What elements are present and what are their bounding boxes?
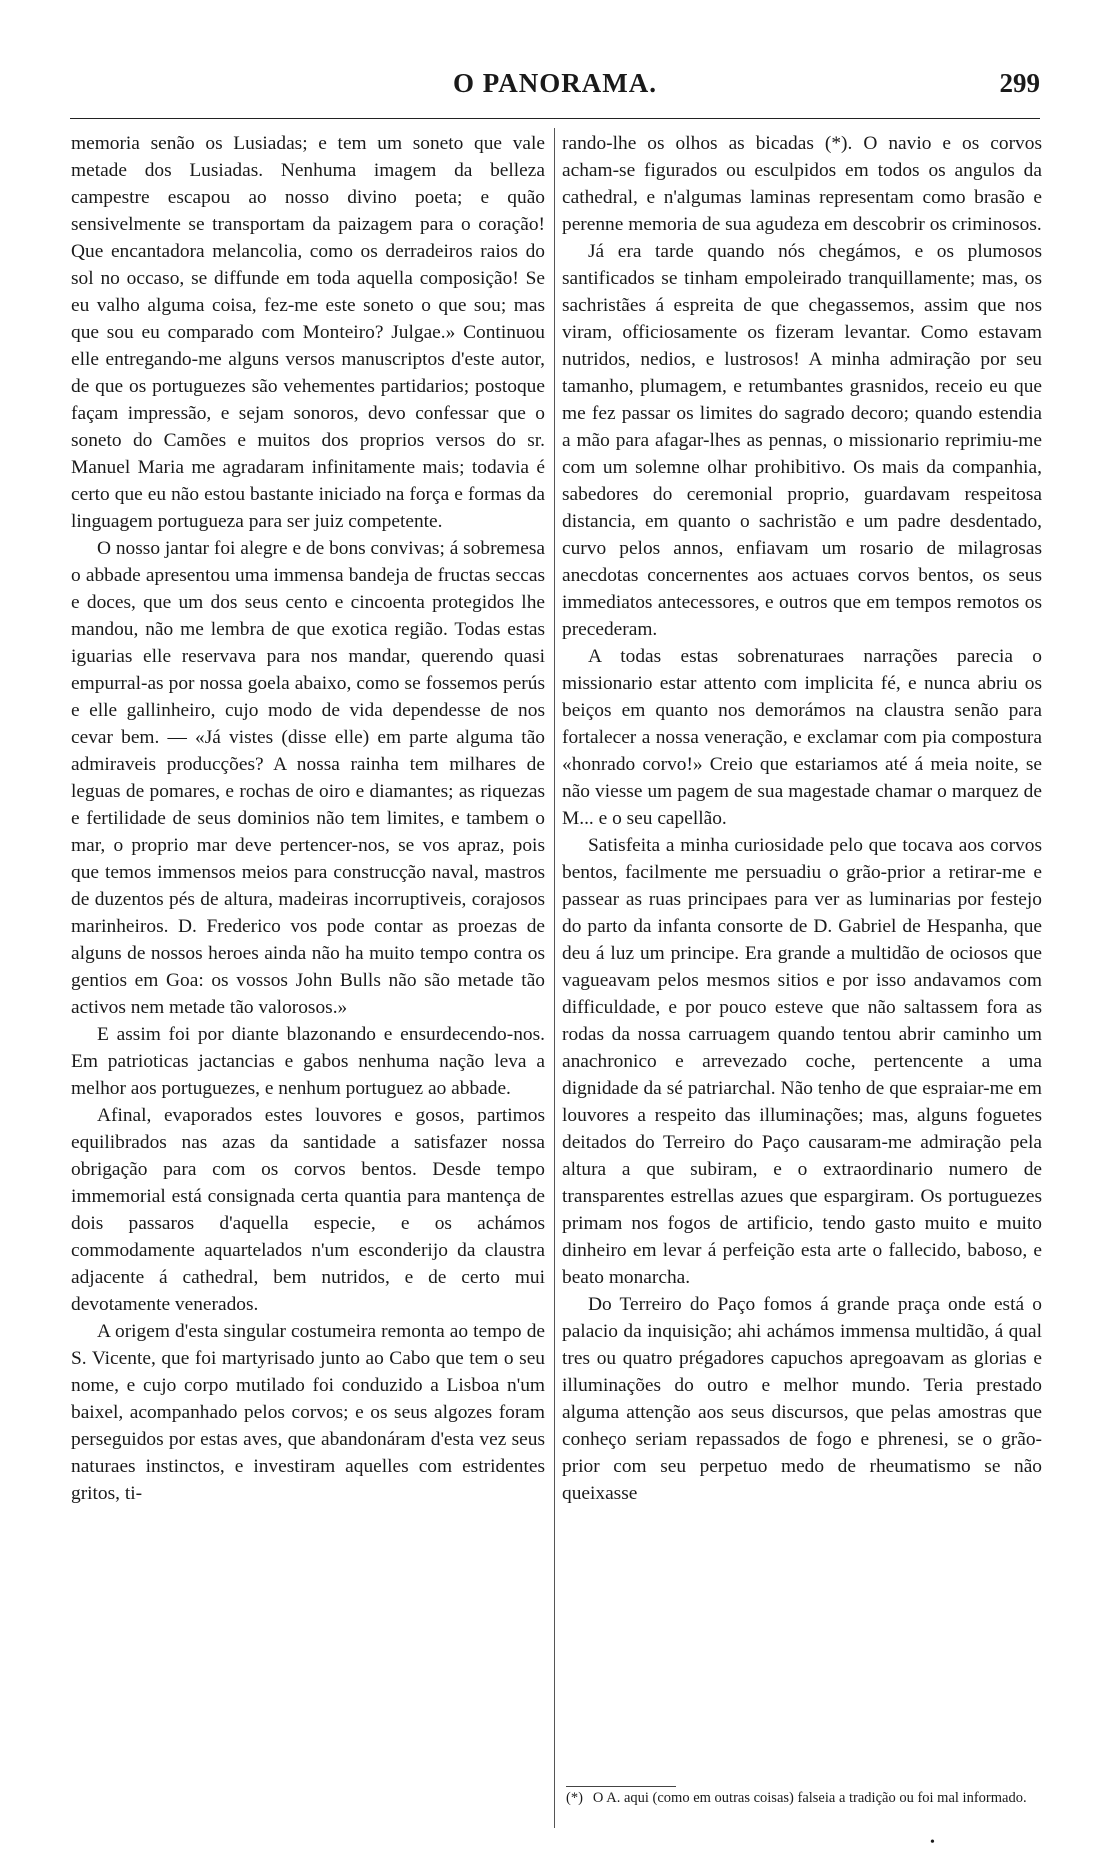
footnote-rule xyxy=(566,1786,676,1787)
right-paragraph-1: rando-lhe os olhos as bicadas (*). O navio e os corvos acham-se figurados ou esculpidos em todos os angulos da cathedral, e n'algumas laminas representam como brasão e perenne memoria de sua agudeza em descobrir os criminosos. xyxy=(562,133,1042,235)
left-column xyxy=(71,130,545,1507)
right-paragraph-3: A todas estas sobrenaturaes narrações parecia o missionario estar attento com implicita fé, e nunca abriu os beiços em quanto nos demorámos na claustra senão para fortalecer a nossa veneração, e exclamar com pia compostura «honrado corvo!» Creio que estariamos até á meia noite, se não viesse um pagem de sua magestade chamar o marquez de M... e o seu capellão. xyxy=(562,646,1042,829)
header-rule xyxy=(70,118,1040,119)
page-number: 299 xyxy=(999,68,1040,98)
footnote xyxy=(566,1790,1040,1807)
left-paragraph-4: Afinal, evaporados estes louvores e gosos, partimos equilibrados nas azas da santidade a satisfazer nossa obrigação para com os corvos bentos. Desde tempo immemorial está consignada certa quantia para mantença de dois passaros d'aquella especie, e os achámos commodamente aquartelados n'um esconderijo da claustra adjacente á cathedral, bem nutridos, e de certo mui devotamente venerados. xyxy=(71,1105,545,1315)
right-paragraph-5: Do Terreiro do Paço fomos á grande praça onde está o palacio da inquisição; ahi achámos immensa multidão, á qual tres ou quatro prégadores capuchos apregoavam as glorias e illuminações do outro e melhor mundo. Teria prestado alguma attenção aos seus discursos, que pelas amostras que conheço seriam repassados de fogo e phrenesi, se o grão-prior com seu perpetuo medo de rheumatismo se não queixasse xyxy=(562,1294,1042,1504)
page-header xyxy=(70,62,1040,114)
footnote-text: O A. aqui (como em outras coisas) falseia a tradição ou foi mal informado. xyxy=(592,1790,1027,1806)
left-paragraph-3: E assim foi por diante blazonando e ensurdecendo-nos. Em patrioticas jactancias e gabos nenhuma nação leva a melhor aos portuguezes, e nenhum portuguez ao abbade. xyxy=(71,1024,545,1099)
journal-title: O PANORAMA. xyxy=(453,68,657,98)
stray-mark: • xyxy=(930,1835,935,1850)
footnote-mark: (*) xyxy=(566,1790,583,1806)
right-column xyxy=(562,130,1042,1507)
column-divider xyxy=(554,128,555,1828)
left-paragraph-2: O nosso jantar foi alegre e de bons convivas; á sobremesa o abbade apresentou uma immensa bandeja de fructas seccas e doces, que um dos seus cento e cincoenta protegidos lhe mandou, não me lembra de que exotica região. Todas estas iguarias elle reservava para nos mandar, querendo quasi empurral-as por nossa goela abaixo, como se fossemos perús e elle gallinheiro, cujo modo de vida dependesse de nos cevar bem. — «Já vistes (disse elle) em parte alguma tão admiraveis producções? A nossa rainha tem milhares de leguas de pomares, e rochas de oiro e diamantes; as riquezas e fertilidade de seus dominios não tem limites, e tambem o mar, o proprio mar deve pertencer-nos, se vos apraz, pois que temos immensos meios para construcção naval, mastros de duzentos pés de altura, madeiras incorruptiveis, corajosos marinheiros. D. Frederico vos pode contar as proezas de alguns de nossos heroes ainda não ha muito tempo contra os gentios em Goa: os vossos John Bulls não são metade tão activos nem metade tão valorosos.» xyxy=(71,538,546,1018)
left-paragraph-5: A origem d'esta singular costumeira remonta ao tempo de S. Vicente, que foi martyrisado junto ao Cabo que tem o seu nome, e cujo corpo mutilado foi conduzido a Lisboa n'um baixel, acompanhado pelos corvos; e os seus algozes foram perseguidos por estas aves, que abandonáram d'esta vez seus naturaes instinctos, e investiram aquelles com estridentes gritos, ti- xyxy=(71,1321,545,1504)
right-paragraph-2: Já era tarde quando nós chegámos, e os plumosos santificados se tinham empoleirado tranquillamente; mas, os sachristães á espreita de que chegassemos, assim que nos viram, officiosamente os fizeram levantar. Como estavam nutridos, nedios, e lustrosos! A minha admiração por seu tamanho, plumagem, e retumbantes grasnidos, receio eu que me fez passar os limites do sagrado decoro; quando estendia a mão para afagar-lhes as pennas, o missionario reprimiu-me com um solemne olhar prohibitivo. Os mais da companhia, sabedores do ceremonial proprio, guardavam respeitosa distancia, em quanto o sachristão e um padre desdentado, curvo pelos annos, enfiavam um rosario de milagrosas anecdotas concernentes aos actuaes corvos bentos, os seus immediatos antecessores, e outros que em tempos remotos os precederam. xyxy=(562,241,1042,640)
right-paragraph-4: Satisfeita a minha curiosidade pelo que tocava aos corvos bentos, facilmente me persuadiu o grão-prior a retirar-me e passear as ruas principaes para ver as luminarias por festejo do parto da infanta consorte de D. Gabriel de Hespanha, que deu á luz um principe. Era grande a multidão de ociosos que vagueavam pelos mesmos sitios e por isso andavamos com difficuldade, e por pouco esteve que não saltassem fora as rodas da nossa carruagem quando tentou abrir caminho um anachronico e arrevezado coche, pertencente a uma dignidade da sé patriarchal. Não tenho de que espraiar-me em louvores a respeito das illuminações; mas, alguns foguetes deitados do Terreiro do Paço causaram-me admiração pela altura a que subiram, e o extraordinario numero de transparentes estrellas azues que espargiram. Os portuguezes primam nos fogos de artificio, tendo gasto muito e muito dinheiro em levar á perfeição esta arte o fallecido, baboso, e beato monarcha. xyxy=(562,835,1042,1288)
left-paragraph-1: memoria senão os Lusiadas; e tem um soneto que vale metade dos Lusiadas. Nenhuma imagem da belleza campestre escapou ao nosso divino poeta; e quão sensivelmente se transportam da paizagem para o coração! Que encantadora melancolia, como os derradeiros raios do sol no occaso, se diffunde em toda aquella composição! Se eu valho alguma coisa, fez-me este soneto o que sou; mas que sou eu comparado com Monteiro? Julgae.» Continuou elle entregando-me alguns versos manuscriptos d'este autor, de que os portuguezes são vehementes partidarios; postoque façam impressão, e sejam sonoros, devo confessar que o soneto do Camões e muitos dos proprios versos do sr. Manuel Maria me agradaram infinitamente mais; todavia é certo que eu não estou bastante iniciado na força e formas da linguagem portugueza para ser juiz competente. xyxy=(71,133,545,532)
